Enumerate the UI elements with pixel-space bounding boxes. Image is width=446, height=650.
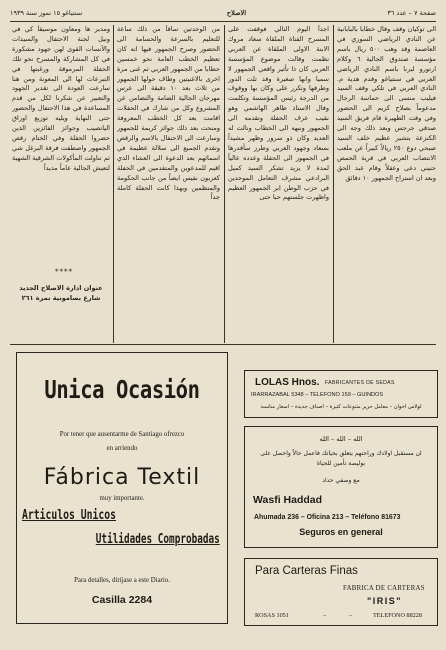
column-divider [224,25,225,343]
ad-iris-title: Para Carteras Finas [255,565,358,577]
ad-iris-name: "IRIS" [367,596,403,606]
column-divider [113,25,114,343]
ad-iris-address: ROSAS 1051 [255,612,289,619]
article-column-2-text: اجداً اليوم التالي فوقفت على المسرح الفتاة الملقاة سعاد مروك الابنة الاولى الملقاة عن العربي نظمت وقالت موضوع المؤسسة العربي كان ذا تأثير واقعي الجمهور لا سميا وانها صغيرة وقد تلت الدور وطرقها وتكرر على وكان بها ووقوف من الدرجة رئيس المؤسسة وتكلمت وقال الاستاذ ظاهر الهاشمي وهو نقيب عرف الحفلة وتقدمه الى الجمهور ونبهه الى الخطاب ونالت له العديد وكان ذو سرور وظهر مشيداً بسعاد وجهود العربي وطرز سأقدرها في الجمهور الى الحفلة وعدده عالياً لمدة لا يزيد تشكر السيد كميل البرادعي مشرف التعامل الموحدين في حزب الوطن ابر الجمهور العظيم واظهرت جلستهم حبا حتى [228,25,329,202]
ad-unica-subtitle-2: en arriendo [106,445,138,452]
ads-top-rule [10,344,436,345]
ad-wasfi-address: Ahumada 236 – Oficina 213 – Teléfono 81673 [254,512,401,521]
ad-iris-fabrica: FABRICA DE CARTERAS [343,585,425,592]
ad-wasfi-arabic-with: مع وصفي حداد [322,477,360,484]
ad-iris-dash: – [323,612,327,619]
ad-wasfi-name: Wasfi Haddad [253,494,323,506]
address-notice [12,284,110,308]
ad-unica-subtitle: Por tener que ausentarme de Santiago ofrezco [59,431,185,438]
ad-lolas-address: IRARRAZABAL 5348 – TELEFONO 159 – GUINDOS [251,392,384,398]
ad-unica-casilla: Casilla 2284 [91,594,153,606]
ad-lolas-hnos [244,370,438,418]
ad-iris-dash: – [349,612,353,619]
ad-lolas-arabic: لولاس اخوان – معامل حرير متنوعات كثيرة – اصناف جديدة – اسعار مناسبة [260,404,422,410]
article-column-1-text: الى توكيان وقف وقال خطابا بالبابانية عن النادي الرياضي السوري في العاصمة وقد وهب ٥٠٠ ريال باسم مؤسسة صندوق الجالية ٦ وكلام ارتورو لبرنا باسم النادي الرياضي العربي في سنتياغو وقدم هدية م. النادي العربي في تلكي وقف السيد فيليب منسى الى حماسة الرجال مدعوماً بصلاح كريم الى الحضور وفي وقت الظهيرة قام فريق السيد صدقي جرجس وبعد ذلك وجه الى الكنزعة بتشير عظيم خلف السيد صبحي دوع ٢٥٠ ريالاً كبيراً عن ملعب الانتصاب العربي في قرية الحمص حنيني دعى وعقلاً وقام عبد الحق وبعد ان استراح الجمهور ١٠ دقائق [337,25,436,182]
page-header [10,6,436,20]
ad-unica-articulos: Articulos Unicos [22,508,116,523]
header-masthead: الاصلاح [226,9,246,17]
ad-iris-telephone: TELEFONO 88228 [373,612,422,619]
ad-unica-title: Unica Ocasión [44,375,200,404]
ad-unica-fabrica: Fábrica Textil [43,465,201,490]
ad-iris [244,558,438,626]
ad-wasfi-arabic-heading: الله – الله – الله [319,435,363,443]
article-column-3-text: من الوحدتين ساقاً من ذلك ساعة للتعليم بالسرعة والحسامة الى الحضور وصرح الجمهور فيها انه كان تعظيم الخطب العامة نحو خمسين حطابا من الجمهور العربي ثم غنى مرة اخرى بالاغنيتين وطاف حولها الجمهور من ثلاث بعد ١٠ دقيقة الى عرس مهرجان الجالية الضامة والتضامن عن المشروع وكل من شارك في الحفلات اقامت بعد كل الخطب المعروفة ومنحت بعد ذلك جوائز كريمة للجمهور وسارعت الى الاحتفال بالاسم والرقص وتقدم الجميع الى سلالة عظيمة في اسمائهم بعد الدعوة الى العشاء الذي اقيم للمدعوين والمتقدمين في الحفلة كعربون نفيس ايضاً من جانب الحكومة والمنظمين وبهذا كانت الحفلة كاملة جداً [117,25,220,202]
ad-unica-details: Para detalles, diríjase a este Diario. [74,577,170,584]
ad-wasfi-arabic-body: ان مستقبل اولادك وراحتهم يتعلق بحياتك فاعمل حالاً واحصل على بوليصة تأمين للحياة [260,450,422,467]
article-column-2 [228,25,329,340]
ad-lolas-fabricantes: FABRICANTES DE SEDAS [325,380,395,386]
article-column-4-text: ومدير ها ومعاون موسيقاً كي في ونيل لجنة الاحتفال والسيدات والآنسات القوى لهن جهود مشكورة في كل المشاركة والمسرح نحو تلك الحفلة المرموقة ورغبتها في التبرعات لها الى المعونة ومن هنا سارعت العودة الى تقدير الجهود والتعبير عن شكرنا لكل من قدم المساعدة في هذا الاحتفال والحضور حتى النهاية ويليه توزيع اوراق اليانصيب وجوائز الفائزين الذين حضروا الحفلة وفي الختام رقص الجمهور واصطفت فرقة البرغل شي ثم تناولت المأكولات الشرقية الشهية لتعيش الجالية عاماً مديداً [12,25,110,172]
article-column-4 [12,25,110,257]
ad-unica-utilidades: Utilidades Comprobadas [95,532,220,547]
ad-wasfi-seguros: Seguros en general [299,527,383,537]
header-page-number: صفحة ٧ – عدد ٣٦ [387,9,436,17]
header-date: سنتياغو ١٥ تموز سنة ١٩٣٩ [10,9,83,17]
ad-unica-muy: muy importante. [99,495,145,502]
ad-wasfi-haddad [244,426,438,548]
article-column-3 [117,25,220,340]
address-notice-text: عنوان ادارة الاصلاح الجديد شارع بصامونية نمرة ٢٦١ [19,284,103,302]
header-rule [10,21,436,22]
ad-lolas-name: LOLAS Hnos. [255,377,320,388]
section-separator-stars: **** [55,268,73,276]
article-column-1 [337,25,436,340]
column-divider [333,25,334,343]
ad-unica-ocasion [16,352,228,624]
